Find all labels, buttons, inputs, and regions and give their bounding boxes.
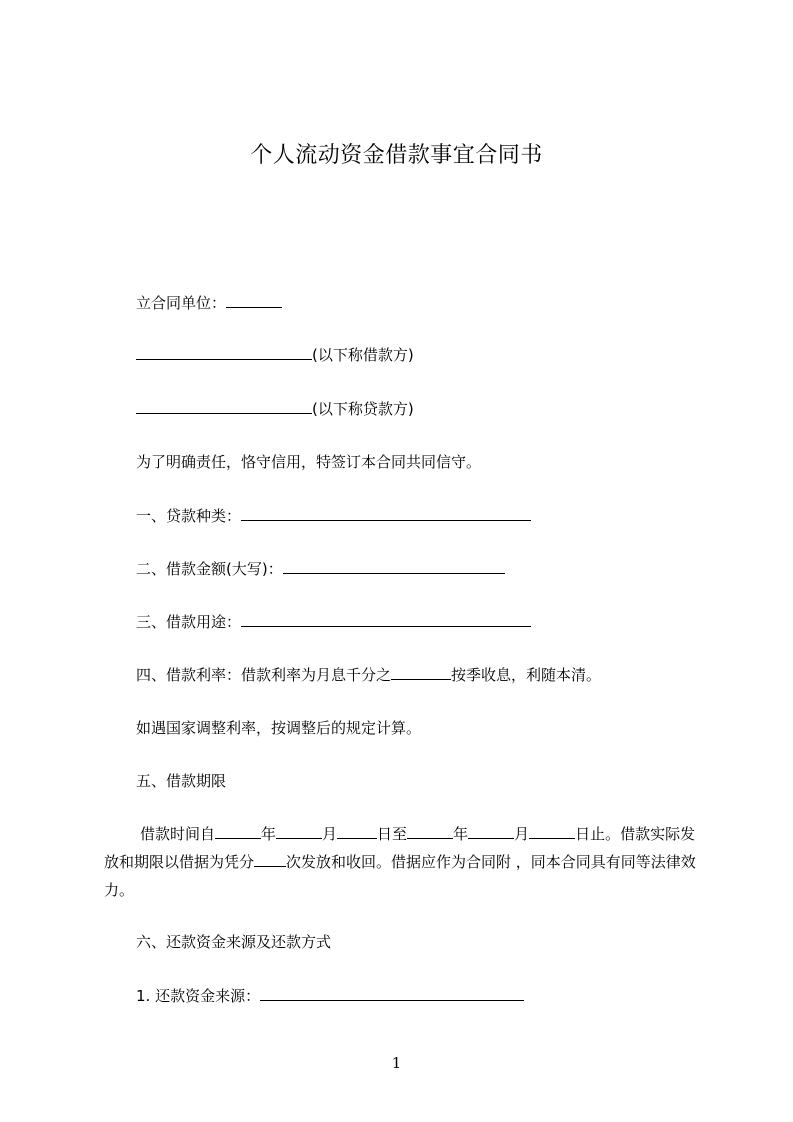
item-5-text-1: 借款时间自 [140,825,216,843]
item-3-label: 三、借款用途： [136,613,242,631]
document-title: 个人流动资金借款事宜合同书 [250,143,543,168]
end-day-blank [529,824,575,839]
installments-blank [254,852,286,867]
item-2-blank [283,559,505,574]
borrower-suffix: (以下称借款方) [312,346,414,364]
item-5-text-6: 月 [514,825,530,843]
borrower-blank [136,345,312,360]
lender-blank [136,399,312,414]
end-month-blank [468,824,514,839]
item-4-suffix: 按季收息，利随本清。 [451,666,602,684]
item-1-blank [241,506,531,521]
preamble: 为了明确责任，恪守信用，特签订本合同共同信守。 [136,453,482,471]
item-5-heading: 五、借款期限 [136,772,227,790]
page-number: 1 [391,1054,402,1072]
item-5-text-4: 日至 [377,825,408,843]
item-1-loan-type [136,505,531,527]
item-4-blank [391,665,451,680]
party-label: 立合同单位： [136,294,227,312]
item-6-heading: 六、还款资金来源及还款方式 [136,933,332,951]
item-5-text-3: 月 [322,825,338,843]
item-5-paragraph [104,820,704,904]
item-4-prefix: 四、借款利率：借款利率为月息千分之 [136,666,392,684]
lender-line [136,398,414,420]
repayment-source-blank [260,986,524,1001]
borrower-line [136,344,414,366]
item-4-note: 如遇国家调整利率，按调整后的规定计算。 [136,719,422,737]
contract-party-line [136,292,282,314]
item-2-label: 二、借款金额(大写)： [136,560,283,578]
item-3-blank [241,612,531,627]
item-6-sub-1-label: 1. 还款资金来源： [136,987,261,1005]
item-1-label: 一、贷款种类： [136,507,242,525]
lender-suffix: (以下称贷款方) [312,400,414,418]
party-blank [226,293,282,308]
item-5-text-5: 年 [453,825,469,843]
start-month-blank [276,824,322,839]
item-3-loan-purpose [136,611,531,633]
start-year-blank [215,824,261,839]
item-6-sub-1 [136,985,524,1007]
item-5-text-7: 日止。借款实际发放和期限以借据为凭分 [104,825,696,871]
item-5-text-2: 年 [261,825,277,843]
end-year-blank [407,824,453,839]
item-5-text-8: 次发放和收回。借据应作为合同附 ，同本合同具有同等法律效力。 [104,853,696,899]
item-4-interest-rate [136,664,601,686]
start-day-blank [337,824,377,839]
item-2-loan-amount [136,558,505,580]
